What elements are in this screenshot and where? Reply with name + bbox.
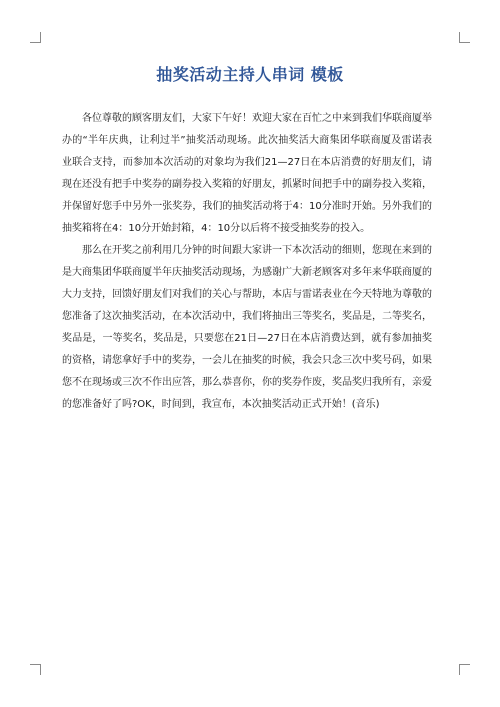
crop-mark-top-right [459, 32, 470, 43]
crop-mark-bottom-left [30, 664, 41, 675]
document-body [62, 108, 432, 416]
paragraph-opening: 各位尊敬的顾客朋友们，大家下午好！欢迎大家在百忙之中来到我们华联商厦举办的“半年庆典，让利过半”抽奖活动现场。此次抽奖活大商集团华联商厦及雷诺表业联合支持，而参加本次活动的对象均为我们21—27日在本店消费的好朋友们，请现在还没有把手中奖券的副券投入奖箱的好朋友，抓紧时间把手中的副券投入奖箱，并保留好您手中另外一张奖券，我们的抽奖活动将于4：10分准时开始。另外我们的抽奖箱将在4：10分开始封箱，4：10分以后将不接受抽奖券的投入。 [62, 113, 432, 234]
crop-mark-bottom-right [459, 664, 470, 675]
paragraph-rules: 那么在开奖之前利用几分钟的时间跟大家讲一下本次活动的细则，您现在来到的是大商集团华联商厦半年庆抽奖活动现场，为感谢广大新老顾客对多年来华联商厦的大力支持，回馈好朋友们对我们的关心与帮助，本店与雷诺表业在今天特地为尊敬的您准备了这次抽奖活动，在本次活动中，我们将抽出三等奖名，奖品是，二等奖名，奖品是，一等奖名，奖品是，只要您在21日—27日在本店消费达到，就有参加抽奖的资格，请您拿好手中的奖券，一会儿在抽奖的时候，我会只念三次中奖号码，如果您不在现场或三次不作出应答，那么恭喜你，你的奖券作废，奖品奖归我所有，亲爱的您准备好了吗?OK，时间到，我宣布，本次抽奖活动正式开始！(音乐) [62, 245, 432, 410]
crop-mark-top-left [30, 32, 41, 43]
document-title: 抽奖活动主持人串词 模板 [156, 65, 344, 84]
